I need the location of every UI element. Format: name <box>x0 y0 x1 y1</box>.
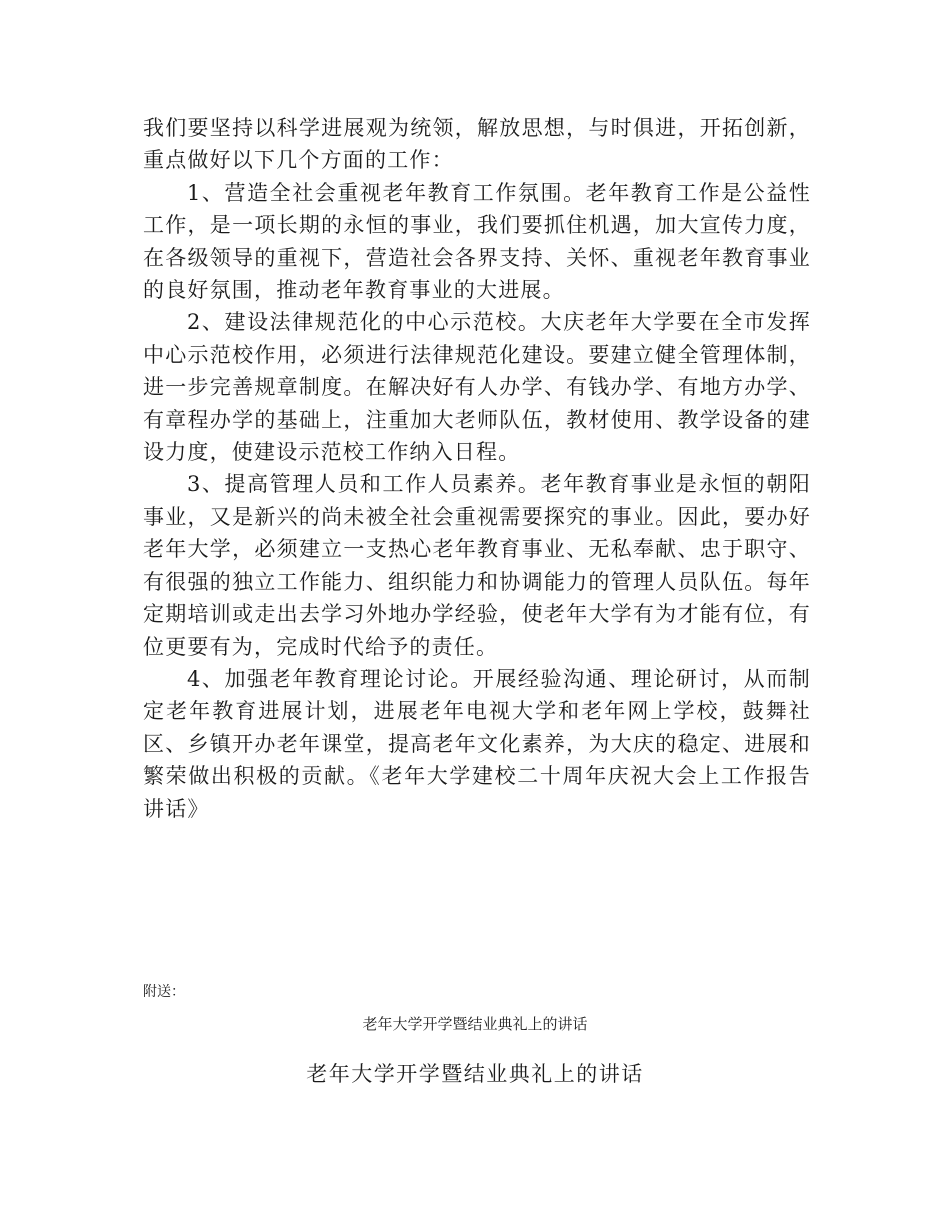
appendix-label: 附送： <box>143 984 185 1000</box>
intro-paragraph: 我们要坚持以科学进展观为统领，解放思想，与时俱进，开拓创新，重点做好以下几个方面的工作： <box>143 116 811 173</box>
item-paragraph-2: 2、建设法律规范化的中心示范校。大庆老年大学要在全市发挥中心示范校作用，必须进行法律规范化建设。要建立健全管理体制，进一步完善规章制度。在解决好有人办学、有钱办学、有地方办学、有章程办学的基础上，注重加大老师队伍，教材使用、教学设备的建设力度，使建设示范校工作纳入日程。 <box>143 310 811 465</box>
appendix-large-title: 老年大学开学暨结业典礼上的讲话 <box>306 1062 644 1086</box>
appendix-small-title: 老年大学开学暨结业典礼上的讲话 <box>362 1015 588 1033</box>
item-paragraph-3: 3、提高管理人员和工作人员素养。老年教育事业是永恒的朝阳事业，又是新兴的尚未被全社会重视需要探究的事业。因此，要办好老年大学，必须建立一支热心老年教育事业、无私奉献、忠于职守、有很强的独立工作能力、组织能力和协调能力的管理人员队伍。每年定期培训或走出去学习外地办学经验，使老年大学有为才能有位，有位更要有为，完成时代给予的责任。 <box>143 472 811 659</box>
item-paragraph-4: 4、加强老年教育理论讨论。开展经验沟通、理论研讨，从而制定老年教育进展计划，进展老年电视大学和老年网上学校，鼓舞社区、乡镇开办老年课堂，提高老年文化素养，为大庆的稳定、进展和繁荣做出积极的贡献。《老年大学建校二十周年庆祝大会上工作报告讲话》 <box>143 666 811 821</box>
document-body <box>143 112 811 825</box>
item-paragraph-1: 1、营造全社会重视老年教育工作氛围。老年教育工作是公益性工作，是一项长期的永恒的事业，我们要抓住机遇，加大宣传力度，在各级领导的重视下，营造社会各界支持、关怀、重视老年教育事业的良好氛围，推动老年教育事业的大进展。 <box>143 180 811 303</box>
